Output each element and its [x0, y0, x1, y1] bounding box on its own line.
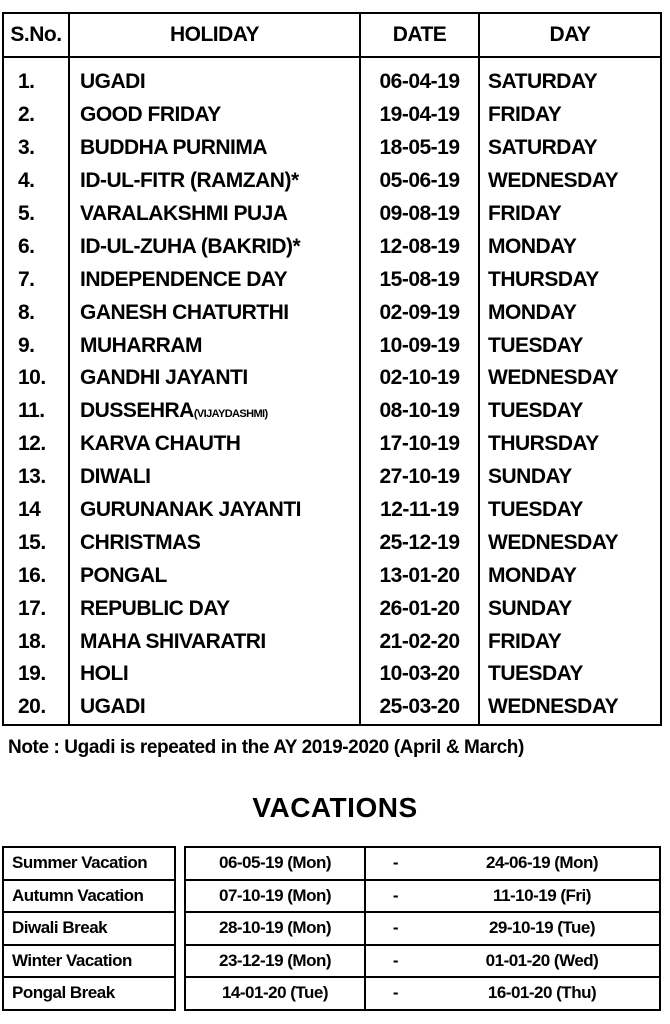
holiday-sno	[3, 230, 69, 263]
holiday-name	[69, 99, 360, 132]
holiday-date	[360, 526, 479, 559]
holiday-day	[479, 428, 661, 461]
vacation-name: Winter Vacation	[3, 945, 175, 978]
vacation-gap	[175, 847, 185, 880]
vacation-name: Summer Vacation	[3, 847, 175, 880]
holiday-sno-text: 20.	[18, 695, 46, 719]
holiday-name	[69, 428, 360, 461]
holiday-day	[479, 494, 661, 527]
holiday-day-text: WEDNESDAY	[488, 695, 619, 719]
holiday-day-text: TUESDAY	[488, 399, 583, 423]
holiday-row	[3, 132, 661, 165]
holiday-day-text: FRIDAY	[488, 103, 562, 127]
holiday-day	[479, 461, 661, 494]
holiday-date	[360, 362, 479, 395]
holiday-sno	[3, 559, 69, 592]
holiday-day	[479, 658, 661, 691]
vacation-dash: -	[365, 977, 425, 1010]
holiday-name-text: DUSSEHRA	[80, 399, 194, 423]
holiday-name	[69, 57, 360, 99]
holiday-day-text: TUESDAY	[488, 498, 583, 522]
vacation-row	[3, 880, 660, 913]
holiday-name	[69, 395, 360, 428]
holiday-day-text: WEDNESDAY	[488, 366, 619, 390]
vacation-name: Diwali Break	[3, 912, 175, 945]
holiday-date-text: 12-11-19	[380, 498, 459, 522]
holiday-sno-text: 3.	[18, 136, 35, 160]
holiday-day	[479, 526, 661, 559]
vacation-row	[3, 912, 660, 945]
holiday-day	[479, 559, 661, 592]
holiday-sno-text: 10.	[18, 366, 46, 390]
holiday-day	[479, 296, 661, 329]
holiday-date	[360, 329, 479, 362]
holiday-name	[69, 329, 360, 362]
vacation-dash: -	[365, 847, 425, 880]
holiday-sno	[3, 362, 69, 395]
vacation-to: 24-06-19 (Mon)	[425, 847, 660, 880]
holiday-date	[360, 296, 479, 329]
holiday-table	[2, 12, 662, 726]
holiday-name-text: DIWALI	[80, 465, 151, 489]
vacation-name: Pongal Break	[3, 977, 175, 1010]
holiday-date	[360, 428, 479, 461]
holiday-day-text: MONDAY	[488, 300, 577, 324]
holiday-sno	[3, 526, 69, 559]
holiday-day	[479, 99, 661, 132]
header-day: DAY	[479, 13, 661, 57]
holiday-sno	[3, 263, 69, 296]
holiday-sno	[3, 132, 69, 165]
holiday-date-text: 10-09-19	[379, 333, 460, 357]
holiday-day-text: THURSDAY	[488, 432, 599, 456]
holiday-date-text: 18-05-19	[379, 136, 460, 160]
holiday-table-header	[3, 13, 661, 57]
holiday-day	[479, 329, 661, 362]
header-sno: S.No.	[3, 13, 69, 57]
holiday-day-text: FRIDAY	[488, 629, 562, 653]
holiday-name-text: UGADI	[80, 695, 146, 719]
vacation-from: 23-12-19 (Mon)	[185, 945, 365, 978]
holiday-date-text: 19-04-19	[379, 103, 460, 127]
holiday-row	[3, 263, 661, 296]
holiday-day	[479, 230, 661, 263]
holiday-date	[360, 395, 479, 428]
holiday-date-text: 15-08-19	[379, 267, 460, 291]
holiday-date-text: 02-10-19	[379, 366, 460, 390]
holiday-name-text: KARVA CHAUTH	[80, 432, 241, 456]
holiday-row	[3, 592, 661, 625]
holiday-row	[3, 198, 661, 231]
holiday-day	[479, 165, 661, 198]
holiday-day	[479, 625, 661, 658]
holiday-row	[3, 57, 661, 99]
holiday-name-text: HOLI	[80, 662, 129, 686]
holiday-sno	[3, 461, 69, 494]
holiday-sno	[3, 658, 69, 691]
vacation-gap	[175, 912, 185, 945]
holiday-sno-text: 17.	[18, 596, 46, 620]
vacation-to: 01-01-20 (Wed)	[425, 945, 660, 978]
holiday-name-suffix: (VIJAYDASHMI)	[193, 408, 268, 421]
holiday-row	[3, 395, 661, 428]
holiday-name-text: GOOD FRIDAY	[80, 103, 221, 127]
holiday-sno	[3, 57, 69, 99]
holiday-date-text: 17-10-19	[379, 432, 460, 456]
holiday-row	[3, 658, 661, 691]
holiday-name-text: ID-UL-ZUHA (BAKRID)*	[80, 234, 301, 258]
holiday-sno-text: 1.	[18, 70, 35, 94]
holiday-sno-text: 5.	[18, 202, 35, 225]
holiday-date-text: 06-04-19	[379, 70, 460, 94]
holiday-row	[3, 230, 661, 263]
holiday-date	[360, 57, 479, 99]
holiday-row	[3, 559, 661, 592]
holiday-row	[3, 362, 661, 395]
holiday-name-text: INDEPENDENCE DAY	[80, 267, 288, 291]
holiday-sno-text: 13.	[18, 465, 46, 489]
holiday-row	[3, 329, 661, 362]
holiday-date-text: 05-06-19	[379, 169, 460, 193]
holiday-name-text: ID-UL-FITR (RAMZAN)*	[80, 169, 299, 193]
holiday-name-text: MUHARRAM	[80, 333, 202, 357]
holiday-date	[360, 494, 479, 527]
holiday-name	[69, 165, 360, 198]
holiday-name-text: REPUBLIC DAY	[80, 596, 230, 620]
holiday-name	[69, 592, 360, 625]
holiday-date	[360, 198, 479, 231]
vacations-title: VACATIONS	[252, 792, 418, 823]
holiday-sno	[3, 691, 69, 725]
holiday-name	[69, 461, 360, 494]
holiday-name-text: MAHA SHIVARATRI	[80, 629, 266, 653]
holiday-sno-text: 19.	[18, 662, 46, 686]
holiday-sno-text: 15.	[18, 530, 46, 554]
holiday-date-text: 21-02-20	[379, 629, 460, 653]
holiday-sno-text: 16.	[18, 563, 46, 587]
holiday-date-text: 25-03-20	[379, 695, 460, 719]
holiday-name	[69, 691, 360, 725]
vacations-table	[2, 846, 661, 1011]
holiday-sno	[3, 494, 69, 527]
vacation-name: Autumn Vacation	[3, 880, 175, 913]
vacations-table-body	[3, 847, 660, 1010]
note-text: Note : Ugadi is repeated in the AY 2019-2020 (April & March)	[8, 737, 524, 758]
holiday-name-text: BUDDHA PURNIMA	[80, 136, 268, 160]
holiday-row	[3, 165, 661, 198]
vacation-dash: -	[365, 945, 425, 978]
holiday-day-text: MONDAY	[488, 234, 577, 258]
holiday-sno	[3, 395, 69, 428]
vacation-dash: -	[365, 912, 425, 945]
holiday-name	[69, 296, 360, 329]
holiday-table-body	[3, 57, 661, 725]
vacation-gap	[175, 945, 185, 978]
holiday-day	[479, 263, 661, 296]
holiday-row	[3, 691, 661, 725]
vacation-from: 07-10-19 (Mon)	[185, 880, 365, 913]
holiday-date	[360, 132, 479, 165]
holiday-sno	[3, 198, 69, 231]
holiday-date	[360, 691, 479, 725]
holiday-name-text: GANDHI JAYANTI	[80, 366, 248, 390]
vacation-from: 14-01-20 (Tue)	[185, 977, 365, 1010]
holiday-sno-text: 7.	[18, 267, 35, 291]
holiday-day-text: TUESDAY	[488, 662, 583, 686]
holiday-name	[69, 625, 360, 658]
holiday-date	[360, 461, 479, 494]
holiday-sno-text: 2.	[18, 103, 35, 127]
vacation-from: 06-05-19 (Mon)	[185, 847, 365, 880]
header-holiday: HOLIDAY	[69, 13, 360, 57]
holiday-day-text: SATURDAY	[488, 70, 598, 94]
vacation-to: 11-10-19 (Fri)	[425, 880, 660, 913]
holiday-sno	[3, 296, 69, 329]
holiday-date	[360, 165, 479, 198]
vacation-row	[3, 977, 660, 1010]
holiday-day	[479, 362, 661, 395]
vacation-row	[3, 847, 660, 880]
holiday-name-text: GANESH CHATURTHI	[80, 300, 289, 324]
holiday-day-text: WEDNESDAY	[488, 169, 619, 193]
holiday-row	[3, 296, 661, 329]
holiday-day-text: THURSDAY	[488, 267, 599, 291]
holiday-day-text: WEDNESDAY	[488, 530, 619, 554]
holiday-name	[69, 362, 360, 395]
holiday-name-text: GURUNANAK JAYANTI	[80, 498, 301, 522]
holiday-row	[3, 526, 661, 559]
holiday-sno-text: 4.	[18, 169, 35, 193]
holiday-sno-text: 8.	[18, 300, 35, 324]
holiday-date-text: 27-10-19	[379, 465, 460, 489]
holiday-sno-text: 11.	[18, 399, 45, 423]
holiday-day	[479, 691, 661, 725]
holiday-day-text: TUESDAY	[488, 333, 583, 357]
holiday-day	[479, 395, 661, 428]
holiday-sno	[3, 329, 69, 362]
holiday-row	[3, 494, 661, 527]
holiday-day-text: MONDAY	[488, 563, 577, 587]
holiday-date-text: 25-12-19	[379, 530, 460, 554]
vacation-to: 16-01-20 (Thu)	[425, 977, 660, 1010]
holiday-day	[479, 198, 661, 231]
holiday-date-text: 02-09-19	[379, 300, 460, 324]
header-date: DATE	[360, 13, 479, 57]
holiday-row	[3, 461, 661, 494]
vacation-row	[3, 945, 660, 978]
holiday-name	[69, 230, 360, 263]
holiday-date	[360, 658, 479, 691]
holiday-day	[479, 132, 661, 165]
holiday-sno	[3, 99, 69, 132]
holiday-sno	[3, 165, 69, 198]
vacation-gap	[175, 977, 185, 1010]
holiday-name	[69, 559, 360, 592]
holiday-date	[360, 592, 479, 625]
holiday-name	[69, 198, 360, 231]
holiday-day-text: FRIDAY	[488, 202, 562, 225]
vacation-from: 28-10-19 (Mon)	[185, 912, 365, 945]
holiday-date-text: 12-08-19	[379, 234, 460, 258]
holiday-date	[360, 559, 479, 592]
holiday-name	[69, 263, 360, 296]
holiday-name-text: UGADI	[80, 70, 146, 94]
holiday-date	[360, 625, 479, 658]
holiday-day	[479, 57, 661, 99]
holiday-sno-text: 12.	[18, 432, 46, 456]
holiday-sno	[3, 428, 69, 461]
holiday-date	[360, 263, 479, 296]
holiday-date	[360, 230, 479, 263]
holiday-name-text: CHRISTMAS	[80, 530, 201, 554]
holiday-date-text: 09-08-19	[379, 202, 460, 225]
holiday-sno	[3, 625, 69, 658]
holiday-name-text: PONGAL	[80, 563, 167, 587]
vacation-dash: -	[365, 880, 425, 913]
holiday-name-text: VARALAKSHMI PUJA	[80, 202, 288, 225]
holiday-day-text: SATURDAY	[488, 136, 598, 160]
holiday-row	[3, 428, 661, 461]
holiday-sno-text: 14	[18, 498, 41, 522]
holiday-row	[3, 99, 661, 132]
vacation-gap	[175, 880, 185, 913]
holiday-name	[69, 658, 360, 691]
holiday-row	[3, 625, 661, 658]
holiday-date-text: 10-03-20	[379, 662, 460, 686]
holiday-date-text: 26-01-20	[379, 596, 460, 620]
holiday-date	[360, 99, 479, 132]
holiday-date-text: 08-10-19	[379, 399, 460, 423]
holiday-name	[69, 494, 360, 527]
holiday-day-text: SUNDAY	[488, 596, 572, 620]
holiday-name	[69, 132, 360, 165]
holiday-sno	[3, 592, 69, 625]
holiday-day-text: SUNDAY	[488, 465, 572, 489]
holiday-day	[479, 592, 661, 625]
vacation-to: 29-10-19 (Tue)	[425, 912, 660, 945]
holiday-sno-text: 6.	[18, 234, 35, 258]
holiday-sno-text: 18.	[18, 629, 46, 653]
holiday-name	[69, 526, 360, 559]
holiday-date-text: 13-01-20	[379, 563, 460, 587]
holiday-sno-text: 9.	[18, 333, 35, 357]
